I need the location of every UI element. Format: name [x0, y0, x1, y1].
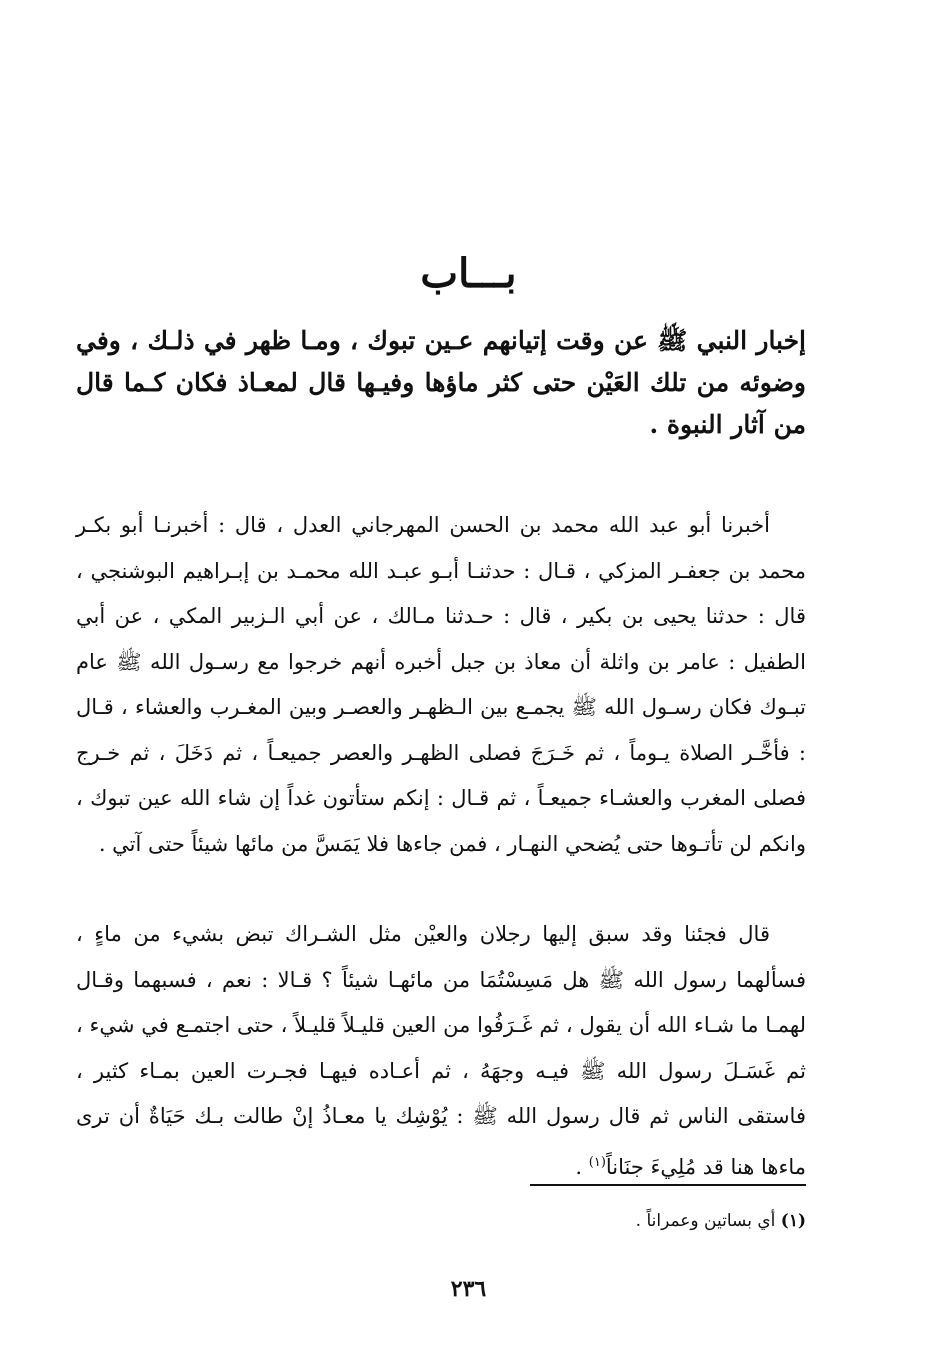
paragraph-2-text: قال فجئنا وقد سبق إليها رجلان والعيْن مثل الشـراك تبض بشيء من ماءٍ ، فسألهما رسول الله ﷺ هل مَسِسْتُمَا من مائهـا شيئاً ؟ قـالا : نعم ، فسبهما وقـال لهمـا ما شـاء الله أن يقول ، ثم غَـرَفُوا من العين قليـلاً قليـلاً ، حتى اجتمـع في شيء ، ثم غَسَـلَ رسول الله ﷺ فيـه وجهَهُ ، ثم أعـاده فيهـا فجـرت العين بمـاء كثير ، فاستقى الناس ثم قال رسول الله ﷺ : يُوْشِك يا معـاذُ إنْ طالت بـك حَيَاةٌ أن ترى ماءها هنا قد مُلِيءَ جنَاناً [76, 922, 806, 1179]
footnote [76, 1208, 806, 1234]
footnote-reference: (١) [588, 1154, 606, 1170]
chapter-heading: إخبار النبي ﷺ عن وقت إتيانهم عـين تبوك ، ومـا ظهر في ذلـك ، وفي وضوئه من تلك العَيْن حتى كثر ماؤها وفيـها قال لمعـاذ فكان كـما قال من آثار النبوة . [76, 326, 806, 439]
footnote-text: أي بساتين وعمراناً . [635, 1211, 776, 1231]
paragraph-2 [76, 912, 806, 1190]
footnote-divider [530, 1184, 806, 1186]
paragraph-1: أخبرنا أبو عبد الله محمد بن الحسن المهرجاني العدل ، قال : أخبرنـا أبو بكـر محمد بن جعفـر المزكي ، قـال : حدثنـا أبـو عبـد الله محمـد بن إبـراهيم البوشنجي ، قال : حدثنا يحيى بن بكير ، قال : حـدثنا مـالك ، عن أبي الـزبير المكي ، عن أبي الطفيل : عامر بن واثلة أن معاذ بن جبل أخبره أنهم خرجوا مع رسـول الله ﷺ عام تبـوك فكان رسـول الله ﷺ يجمـع بين الـظهـر والعصـر وبين المغـرب والعشاء ، قـال : فأخَّـر الصلاة يـوماً ، ثم خَـرَجَ فصلى الظهـر والعصر جميعـاً ، ثم دَخَلَ ، ثم خـرج فصلى المغرب والعشـاء جميعـاً ، ثم قـال : إنكم ستأتون غداً إن شاء الله عين تبوك ، وانكم لن تأتـوها حتى يُضحي النهـار ، فمن جاءها فلا يَمَسَّ من مائها شيئاً حتى آتي . [76, 513, 806, 856]
footnote-marker: (١) [780, 1211, 806, 1231]
paragraph-2-end: . [575, 1154, 589, 1179]
page-number: ٢٣٦ [450, 1276, 487, 1302]
chapter-title: بـــاب [420, 250, 517, 297]
